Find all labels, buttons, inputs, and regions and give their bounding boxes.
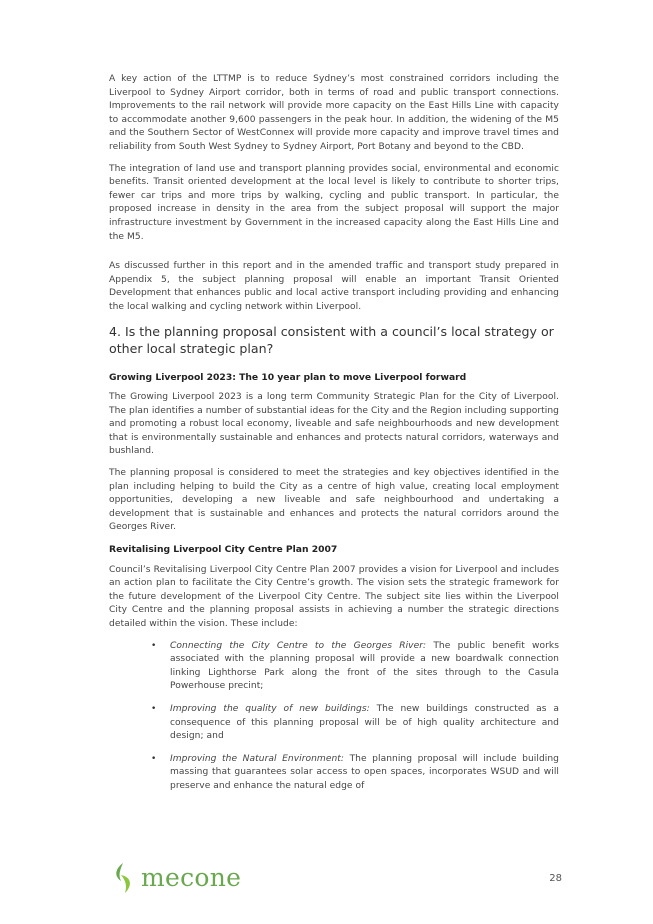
paragraph-land-use-integration: The integration of land use and transport planning provides social, environmental and economic benefits. Transit oriented development at the local level is likely to contribute to shorter trips, fewer car trips and more trips by walking, cycling and public transport. In particular, the proposed increase in density in the area from the subject proposal will support the major infrastructure investment by Government in the increased capacity along the East Hills Line and the M5. xyxy=(109,163,559,242)
list-item xyxy=(109,753,559,794)
list-item-label: Connecting the City Centre to the Georges River: xyxy=(170,640,427,651)
bullet-icon: • xyxy=(151,640,157,651)
bullet-icon: • xyxy=(151,753,157,764)
list-item-label: Improving the Natural Environment: xyxy=(170,753,345,764)
bullet-icon: • xyxy=(151,703,157,714)
paragraph-transit-oriented-development: As discussed further in this report and in the amended traffic and transport study prepared in Appendix 5, the subject planning proposal will enable an important Transit Oriented Development that enhances public and local active transport including providing and enhancing the local walking and cycling network within Liverpool. xyxy=(109,261,559,312)
strategic-directions-list xyxy=(109,640,559,794)
paragraph-growing-liverpool-overview: The Growing Liverpool 2023 is a long term Community Strategic Plan for the City of Liverpool. The plan identifies a number of substantial ideas for the City and the Region including supporting and promoting a robust local economy, liveable and safe neighbourhoods and new development that is environmentally sustainable and enhances and protects natural corridors, waterways and bushland. xyxy=(109,392,559,457)
list-item-text: The public benefit works associated with the planning proposal will provide a new boardwalk connection linking Lighthorse Park along the front of the sites through to the Casula Powerhouse precint; xyxy=(170,640,559,692)
section-heading-growing-liverpool: Growing Liverpool 2023: The 10 year plan to move Liverpool forward xyxy=(109,371,467,383)
paragraph-transport-corridors: A key action of the LTTMP is to reduce Sydney’s most constrained corridors including the Liverpool to Sydney Airport corridor, both in terms of road and public transport connections. Improvements to the rail network will provide more capacity on the East Hills Line with capacity to accommodate another 9,600 passengers in the peak hour. In addition, the widening of the M5 and the Southern Sector of WestConnex will provide more capacity and improve travel times and reliability from South West Sydney to Sydney Airport, Port Botany and beyond to the CBD. xyxy=(109,74,559,152)
page-content xyxy=(109,73,559,803)
list-item xyxy=(109,703,559,744)
question-heading: 4. Is the planning proposal consistent with a council’s local strategy or other local strategic plan? xyxy=(109,323,554,356)
leaf-icon xyxy=(111,862,135,894)
paragraph-growing-liverpool-consistency: The planning proposal is considered to meet the strategies and key objectives identified in the plan including helping to build the City as a centre of high value, creating local employment opportunities, developing a new liveable and safe neighbourhood and undertaking a development that is sustainable and enhances and protects the natural corridors around the Georges River. xyxy=(109,468,559,533)
paragraph-revitalising-liverpool: Council’s Revitalising Liverpool City Centre Plan 2007 provides a vision for Liverpool and includes an action plan to facilitate the City Centre’s growth. The vision sets the strategic framework for the future development of the Liverpool City Centre. The subject site lies within the Liverpool City Centre and the planning proposal assists in achieving a number the strategic directions detailed within the vision. These include: xyxy=(109,564,559,629)
section-heading-revitalising-liverpool: Revitalising Liverpool City Centre Plan 2007 xyxy=(109,544,338,556)
list-item xyxy=(109,640,559,694)
list-item-label: Improving the quality of new buildings: xyxy=(170,703,370,714)
mecone-logo xyxy=(111,861,241,895)
list-item-text: The planning proposal will include building massing that guarantees solar access to open spaces, incorporates WSUD and will preserve and enhance the natural edge of xyxy=(170,753,559,791)
page-number: 28 xyxy=(549,873,562,884)
logo-text: mecone xyxy=(141,863,242,892)
list-item-text: The new buildings constructed as a consequence of this planning proposal will be of high quality architecture and design; and xyxy=(170,703,559,742)
